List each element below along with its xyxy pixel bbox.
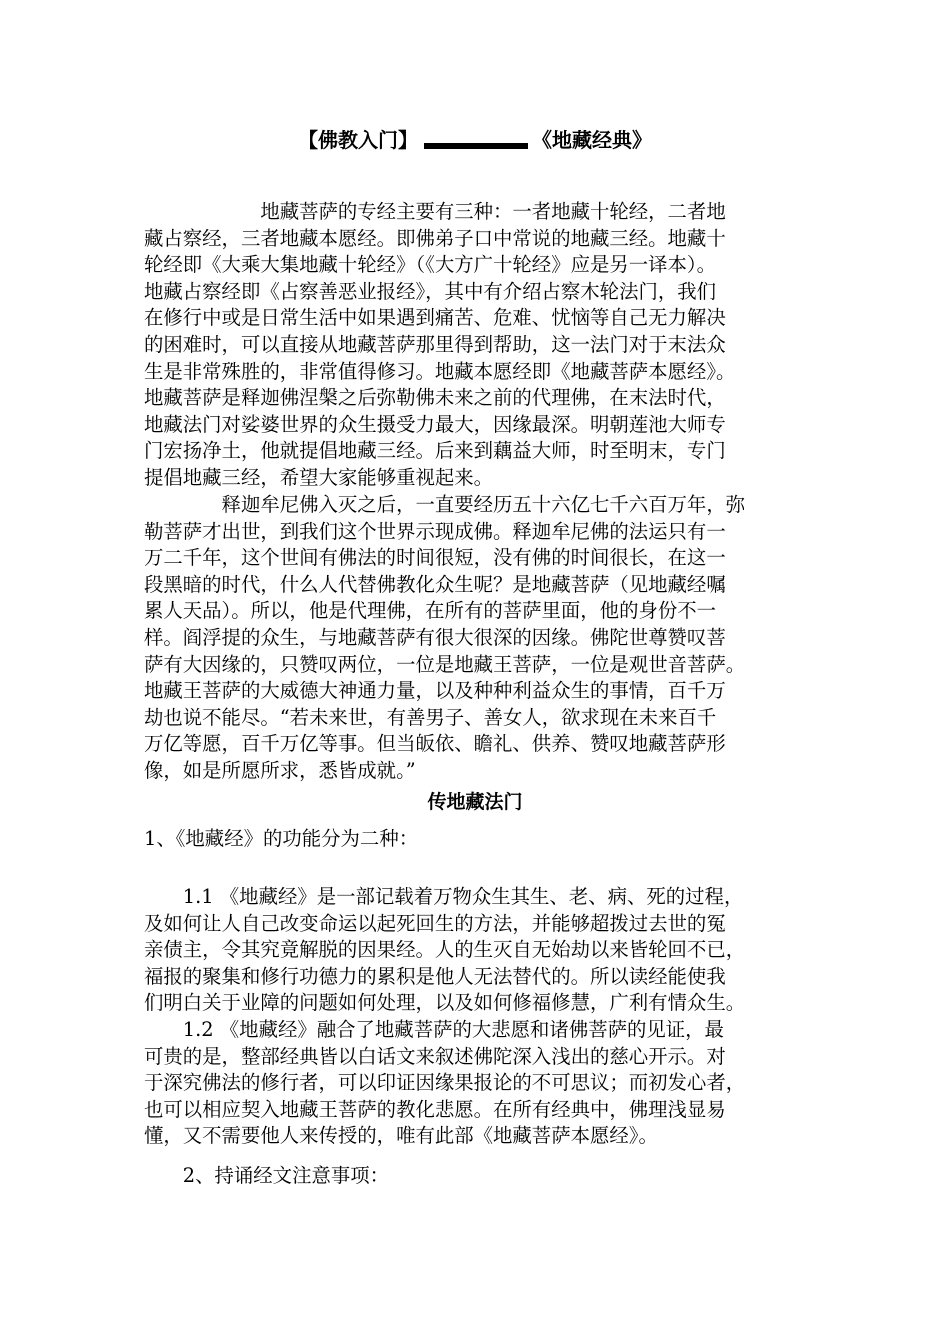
title-underline-rule [424, 143, 528, 149]
text-line: 懂，又不需要他人来传授的，唯有此部《地藏菩萨本愿经》。 [144, 1124, 658, 1148]
paragraph-maitreya-era [144, 492, 802, 785]
text-line: 也可以相应契入地藏王菩萨的教化悲愿。在所有经典中，佛理浅显易 [144, 1097, 726, 1121]
text-line: 1.2 《地藏经》融合了地藏菩萨的大悲愿和诸佛菩萨的见证，最 [144, 1017, 724, 1041]
title-prefix: 【佛教入门】 [298, 128, 418, 152]
text-line: 在修行中或是日常生活中如果遇到痛苦、危难、忧恼等自己无力解决 [144, 306, 726, 330]
text-line: 福报的聚集和修行功德力的累积是他人无法替代的。所以读经能使我 [144, 964, 726, 988]
text-line: 亲债主，令其究竟解脱的因果经。人的生灭自无始劫以来皆轮回不已， [144, 938, 746, 962]
page-title [0, 126, 950, 154]
text-line: 藏占察经，三者地藏本愿经。即佛弟子口中常说的地藏三经。地藏十 [144, 226, 726, 250]
text-line: 1、《地藏经》的功能分为二种： [144, 827, 419, 850]
text-line: 地藏菩萨是释迦佛涅槃之后弥勒佛未来之前的代理佛，在末法时代， [144, 386, 726, 410]
text-line: 样。阎浮提的众生，与地藏菩萨有很大很深的因缘。佛陀世尊赞叹菩 [144, 625, 726, 649]
title-suffix: 《地藏经典》 [532, 128, 652, 152]
text-line: 释迦牟尼佛入灭之后，一直要经历五十六亿七千六百万年，弥 [144, 493, 746, 516]
text-line: 2、持诵经文注意事项： [144, 1164, 390, 1187]
text-line: 段黑暗的时代，什么人代替佛教化众生呢？是地藏菩萨（见地藏经嘱 [144, 572, 726, 596]
text-line: 像，如是所愿所求，悉皆成就。” [144, 758, 416, 782]
text-line: 的困难时，可以直接从地藏菩萨那里得到帮助，这一法门对于末法众 [144, 332, 726, 356]
item1-subsections [144, 884, 802, 1150]
text-line: 累人天品）。所以，他是代理佛，在所有的菩萨里面，他的身份不一 [144, 599, 717, 623]
paragraph-intro-three-sutras [144, 199, 802, 492]
text-line: 劫也说不能尽。“若未来世，有善男子、善女人，欲求现在未来百千 [144, 705, 717, 729]
section-heading: 传地藏法门 [427, 791, 523, 813]
text-line: 地藏法门对娑婆世界的众生摄受力最大，因缘最深。明朝莲池大师专 [144, 412, 726, 436]
text-line: 萨有大因缘的，只赞叹两位，一位是地藏王菩萨，一位是观世音菩萨。 [144, 652, 746, 676]
text-line: 勒菩萨才出世，到我们这个世界示现成佛。释迦牟尼佛的法运只有一 [144, 519, 726, 543]
text-line: 地藏占察经即《占察善恶业报经》，其中有介绍占察木轮法门，我们 [144, 279, 717, 303]
text-line: 可贵的是，整部经典皆以白话文来叙述佛陀深入浅出的慈心开示。对 [144, 1044, 726, 1068]
text-line: 万亿等愿，百千万亿等事。但当皈依、瞻礼、供养、赞叹地藏菩萨形 [144, 732, 726, 756]
text-line: 万二千年，这个世间有佛法的时间很短，没有佛的时间很长，在这一 [144, 546, 726, 570]
text-line: 轮经即《大乘大集地藏十轮经》（《大方广十轮经》应是另一译本）。 [144, 253, 717, 277]
text-line: 地藏菩萨的专经主要有三种：一者地藏十轮经，二者地 [144, 200, 726, 223]
item2-heading [144, 1163, 802, 1190]
text-line: 生是非常殊胜的，非常值得修习。地藏本愿经即《地藏菩萨本愿经》。 [144, 359, 736, 383]
text-line: 提倡地藏三经，希望大家能够重视起来。 [144, 465, 494, 489]
text-line: 地藏王菩萨的大威德大神通力量，以及种种利益众生的事情，百千万 [144, 679, 726, 703]
text-line: 于深究佛法的修行者，可以印证因缘果报论的不可思议；而初发心者， [144, 1071, 746, 1095]
text-line: 们明白关于业障的问题如何处理，以及如何修福修慧，广利有情众生。 [144, 991, 746, 1015]
item1-heading [144, 826, 802, 853]
text-line: 及如何让人自己改变命运以起死回生的方法，并能够超拨过去世的冤 [144, 911, 726, 935]
text-line: 门宏扬净土，他就提倡地藏三经。后来到藕益大师，时至明末，专门 [144, 439, 726, 463]
text-line: 1.1 《地藏经》是一部记载着万物众生其生、老、病、死的过程， [144, 885, 744, 908]
